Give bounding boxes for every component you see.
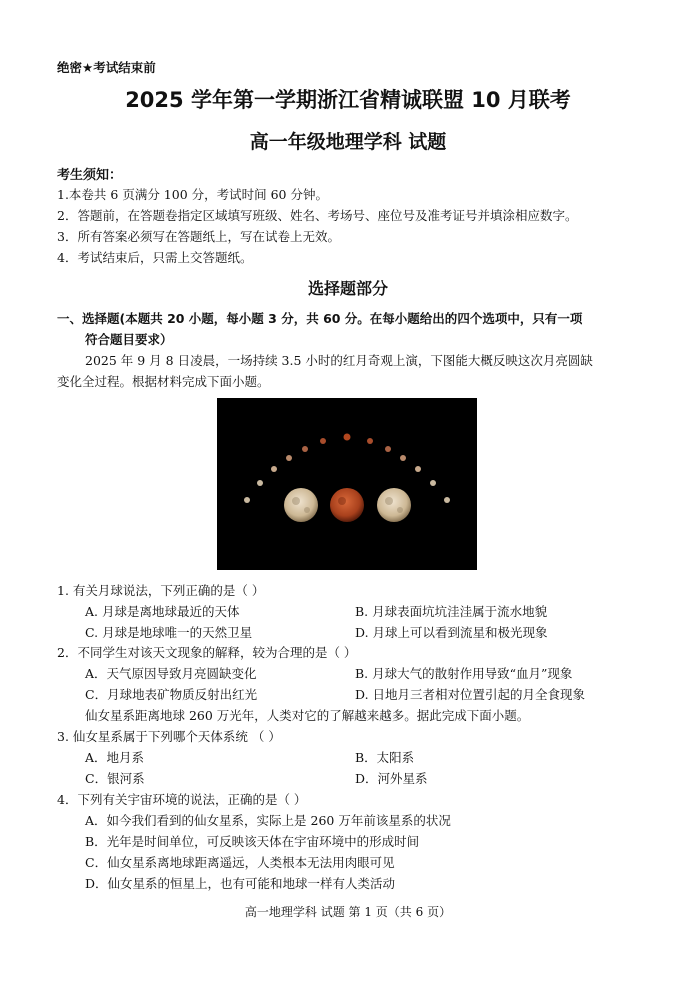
moon-mare [338, 497, 346, 505]
moon-phase [344, 434, 351, 441]
q4-option-a: A．如今我们看到的仙女星系，实际上是 260 万年前该星系的状况 [85, 813, 451, 828]
moon-phase [430, 480, 436, 486]
moon-phase [286, 455, 292, 461]
moon-mare [292, 497, 300, 505]
section-instruction: 一、选择题(本题共 20 小题，每小题 3 分，共 60 分。在每小题给出的四个选项中，只有一项 [57, 311, 583, 326]
moon-phase [244, 497, 250, 503]
notice-item: 3．所有答案必须写在答题纸上，写在试卷上无效。 [57, 229, 340, 244]
q1-option-d: D. 月球上可以看到流星和极光现象 [355, 625, 548, 640]
passage-line: 变化全过程。根据材料完成下面小题。 [57, 374, 270, 389]
blood-moon [330, 488, 364, 522]
moon-phase [415, 466, 421, 472]
q3-option-a: A．地月系 [85, 750, 145, 765]
section-instruction-cont: 符合题目要求） [85, 332, 173, 347]
passage-2: 仙女星系距离地球 260 万光年，人类对它的了解越来越多。据此完成下面小题。 [85, 708, 530, 723]
q3-option-c: C．银河系 [85, 771, 145, 786]
passage-line: 2025 年 9 月 8 日凌晨，一场持续 3.5 小时的红月奇观上演，下图能大概反映这次月亮圆缺 [85, 353, 593, 368]
q4-option-b: B．光年是时间单位，可反映该天体在宇宙环境中的形成时间 [85, 834, 420, 849]
q4-option-c: C．仙女星系离地球距离遥远，人类根本无法用肉眼可见 [85, 855, 395, 870]
q1-option-b: B. 月球表面坑坑洼洼属于流水地貌 [355, 604, 548, 619]
q2-option-b: B. 月球大气的散射作用导致“血月”现象 [355, 666, 573, 681]
moon-phase [302, 446, 308, 452]
moon-phase [320, 438, 326, 444]
secret-label: 绝密★考试结束前 [57, 60, 156, 75]
question-2-stem: 2．不同学生对该天文现象的解释，较为合理的是（ ） [57, 645, 357, 660]
full-moon-left [284, 488, 318, 522]
q2-option-c: C．月球地表矿物质反射出红光 [85, 687, 258, 702]
exam-title: 2025 学年第一学期浙江省精诚联盟 10 月联考 [125, 88, 571, 112]
moon-phase [367, 438, 373, 444]
moon-phase [271, 466, 277, 472]
question-1-stem: 1. 有关月球说法，下列正确的是（ ） [57, 583, 265, 598]
q2-option-d: D. 日地月三者相对位置引起的月全食现象 [355, 687, 586, 702]
exam-subtitle: 高一年级地理学科 试题 [249, 131, 447, 153]
notice-heading: 考生须知： [57, 168, 123, 183]
lunar-eclipse-photo [217, 398, 477, 570]
page-footer: 高一地理学科 试题 第 1 页（共 6 页） [244, 905, 452, 919]
q4-option-d: D．仙女星系的恒星上，也有可能和地球一样有人类活动 [85, 876, 396, 891]
full-moon-right [377, 488, 411, 522]
moon-mare [397, 507, 403, 513]
moon-phase [385, 446, 391, 452]
q1-option-a: A. 月球是离地球最近的天体 [85, 604, 240, 619]
notice-item: 2．答题前，在答题卷指定区域填写班级、姓名、考场号、座位号及准考证号并填涂相应数字。 [57, 208, 578, 223]
q1-option-c: C. 月球是地球唯一的天然卫星 [85, 625, 253, 640]
section-title: 选择题部分 [307, 279, 388, 298]
question-3-stem: 3. 仙女星系属于下列哪个天体系统 （ ） [57, 729, 281, 744]
q2-option-a: A．天气原因导致月亮圆缺变化 [85, 666, 257, 681]
notice-item: 4．考试结束后，只需上交答题纸。 [57, 250, 253, 265]
notice-item: 1.本卷共 6 页满分 100 分，考试时间 60 分钟。 [57, 187, 328, 202]
moon-phase [444, 497, 450, 503]
moon-mare [385, 497, 393, 505]
question-4-stem: 4．下列有关宇宙环境的说法，正确的是（ ） [57, 792, 307, 807]
moon-phase [400, 455, 406, 461]
lunar-eclipse-image [217, 398, 477, 570]
moon-mare [304, 507, 310, 513]
moon-phase [257, 480, 263, 486]
q3-option-b: B．太阳系 [355, 750, 415, 765]
q3-option-d: D．河外星系 [355, 771, 428, 786]
